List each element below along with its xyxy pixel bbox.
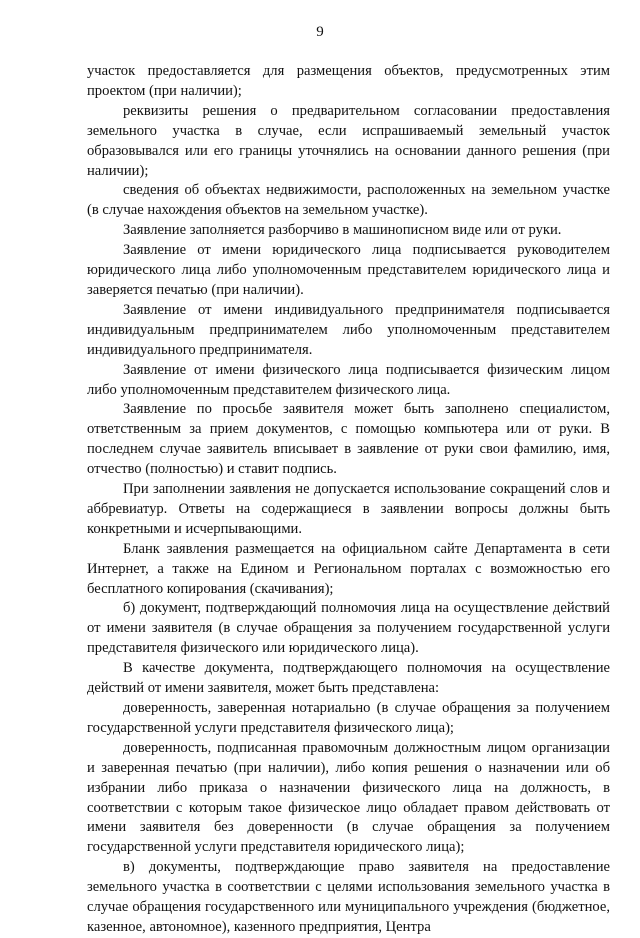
paragraph-15: в) документы, подтверждающие право заявителя на предоставление земельного участка в соответствии с целями использования земельного участка в случае обращения государственного или муниципального учреждения (бюджетное, казенное, автономное), казенного предприятия, Центра: [87, 859, 610, 935]
paragraph-8: Заявление по просьбе заявителя может быть заполнено специалистом, ответственным за прием документов, с помощью компьютера или от руки. В последнем случае заявитель вписывает в заявление от руки свои фамилию, имя, отчество (полностью) и ставит подпись.: [87, 401, 610, 478]
page-number: 9: [316, 24, 324, 40]
paragraph-13: доверенность, заверенная нотариально (в случае обращения за получением государственной услуги представителя физического лица);: [87, 700, 610, 736]
paragraph-9: При заполнении заявления не допускается использование сокращений слов и аббревиатур. Ответы на содержащиеся в заявлении вопросы должны быть конкретными и исчерпывающими.: [87, 481, 610, 537]
paragraph-5: Заявление от имени юридического лица подписывается руководителем юридического лица либо уполномоченным представителем юридического лица и заверяется печатью (при наличии).: [87, 242, 610, 298]
paragraph-11: б) документ, подтверждающий полномочия лица на осуществление действий от имени заявителя (в случае обращения за получением государственной услуги представителя физического или юридического лица).: [87, 600, 610, 657]
document-body: [87, 62, 610, 938]
paragraph-14: доверенность, подписанная правомочным должностным лицом организации и заверенная печатью (при наличии), либо копия решения о назначении или об избрании либо приказа о назначении физического лица на должность, в соответствии с которым такое физическое лицо обладает правом действовать от имени заявителя без доверенности (в случае обращения за получением государственной услуги представителя юридического лица);: [87, 739, 610, 856]
paragraph-10: Бланк заявления размещается на официальном сайте Департамента в сети Интернет, а также на Едином и Региональном порталах с возможностью его бесплатного копирования (скачивания);: [87, 540, 610, 597]
paragraph-3: сведения об объектах недвижимости, расположенных на земельном участке (в случае нахождения объектов на земельном участке).: [87, 182, 610, 219]
paragraph-4: Заявление заполняется разборчиво в машинописном виде или от руки.: [123, 222, 562, 239]
paragraph-6: Заявление от имени индивидуального предпринимателя подписывается индивидуальным предпринимателем либо уполномоченным представителем индивидуального предпринимателя.: [87, 301, 610, 358]
paragraph-2: реквизиты решения о предварительном согласовании предоставления земельного участка в случае, если испрашиваемый земельный участок образовывался или его границы уточнялись на основании данного решения (при наличии);: [87, 102, 610, 179]
paragraph-12: В качестве документа, подтверждающего полномочия на осуществление действий от имени заявителя, может быть представлена:: [87, 660, 610, 697]
paragraph-1: участок предоставляется для размещения объектов, предусмотренных этим проектом (при наличии);: [87, 63, 610, 99]
paragraph-7: Заявление от имени физического лица подписывается физическим лицом либо уполномоченным представителем физического лица.: [87, 361, 610, 398]
